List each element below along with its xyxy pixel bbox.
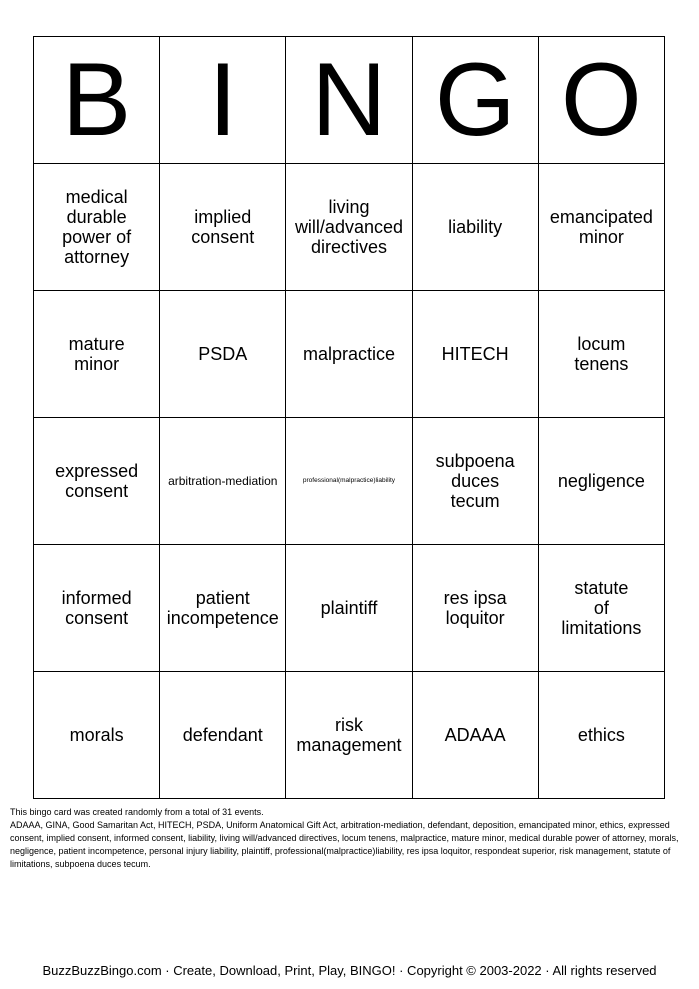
bingo-cell: ethics xyxy=(538,672,664,799)
bingo-cell: risk management xyxy=(286,672,412,799)
header-letter-o: O xyxy=(538,37,664,164)
bingo-cell: implied consent xyxy=(160,164,286,291)
bingo-cell: professional(malpractice)liability xyxy=(286,418,412,545)
bingo-cell: HITECH xyxy=(412,291,538,418)
bingo-cell: patient incompetence xyxy=(160,545,286,672)
bingo-cell: statute of limitations xyxy=(538,545,664,672)
card-info-events: ADAAA, GINA, Good Samaritan Act, HITECH, PSDA, Uniform Anatomical Gift Act, arbitration-mediation, defendant, deposition, emancipated minor, ethics, expressed consent, implied consent, informed consent, liability, living will/advanced directives, locum tenens, malpractice, mature minor, medical durable power of attorney, morals, negligence, patient incompetence, personal injury liability, plaintiff, professional(malpractice)liability, res ipsa loquitor, respondeat superior, risk management, statute of limitations, subpoena duces tecum. xyxy=(10,820,679,869)
bingo-cell: res ipsa loquitor xyxy=(412,545,538,672)
bingo-cell: locum tenens xyxy=(538,291,664,418)
header-letter-b: B xyxy=(34,37,160,164)
bingo-cell: expressed consent xyxy=(34,418,160,545)
footer-copyright: BuzzBuzzBingo.com · Create, Download, Print, Play, BINGO! · Copyright © 2003-2022 · All rights reserved xyxy=(42,963,657,978)
bingo-cell: negligence xyxy=(538,418,664,545)
bingo-row-2 xyxy=(34,291,665,418)
bingo-cell: malpractice xyxy=(286,291,412,418)
header-letter-n: N xyxy=(286,37,412,164)
bingo-cell: emancipated minor xyxy=(538,164,664,291)
bingo-cell: plaintiff xyxy=(286,545,412,672)
header-letter-g: G xyxy=(412,37,538,164)
bingo-cell: mature minor xyxy=(34,291,160,418)
bingo-cell: liability xyxy=(412,164,538,291)
bingo-cell: medical durable power of attorney xyxy=(34,164,160,291)
bingo-cell: arbitration-mediation xyxy=(160,418,286,545)
card-info-intro: This bingo card was created randomly from a total of 31 events. xyxy=(10,807,264,817)
header-letter-i: I xyxy=(160,37,286,164)
bingo-cell: morals xyxy=(34,672,160,799)
bingo-row-1 xyxy=(34,164,665,291)
bingo-row-3 xyxy=(34,418,665,545)
bingo-header-row xyxy=(34,37,665,164)
bingo-cell: ADAAA xyxy=(412,672,538,799)
card-info xyxy=(10,806,690,871)
bingo-cell: PSDA xyxy=(160,291,286,418)
bingo-cell: defendant xyxy=(160,672,286,799)
bingo-cell: subpoena duces tecum xyxy=(412,418,538,545)
bingo-row-4 xyxy=(34,545,665,672)
bingo-cell: living will/advanced directives xyxy=(286,164,412,291)
bingo-cell: informed consent xyxy=(34,545,160,672)
bingo-card xyxy=(33,36,665,799)
bingo-row-5 xyxy=(34,672,665,799)
